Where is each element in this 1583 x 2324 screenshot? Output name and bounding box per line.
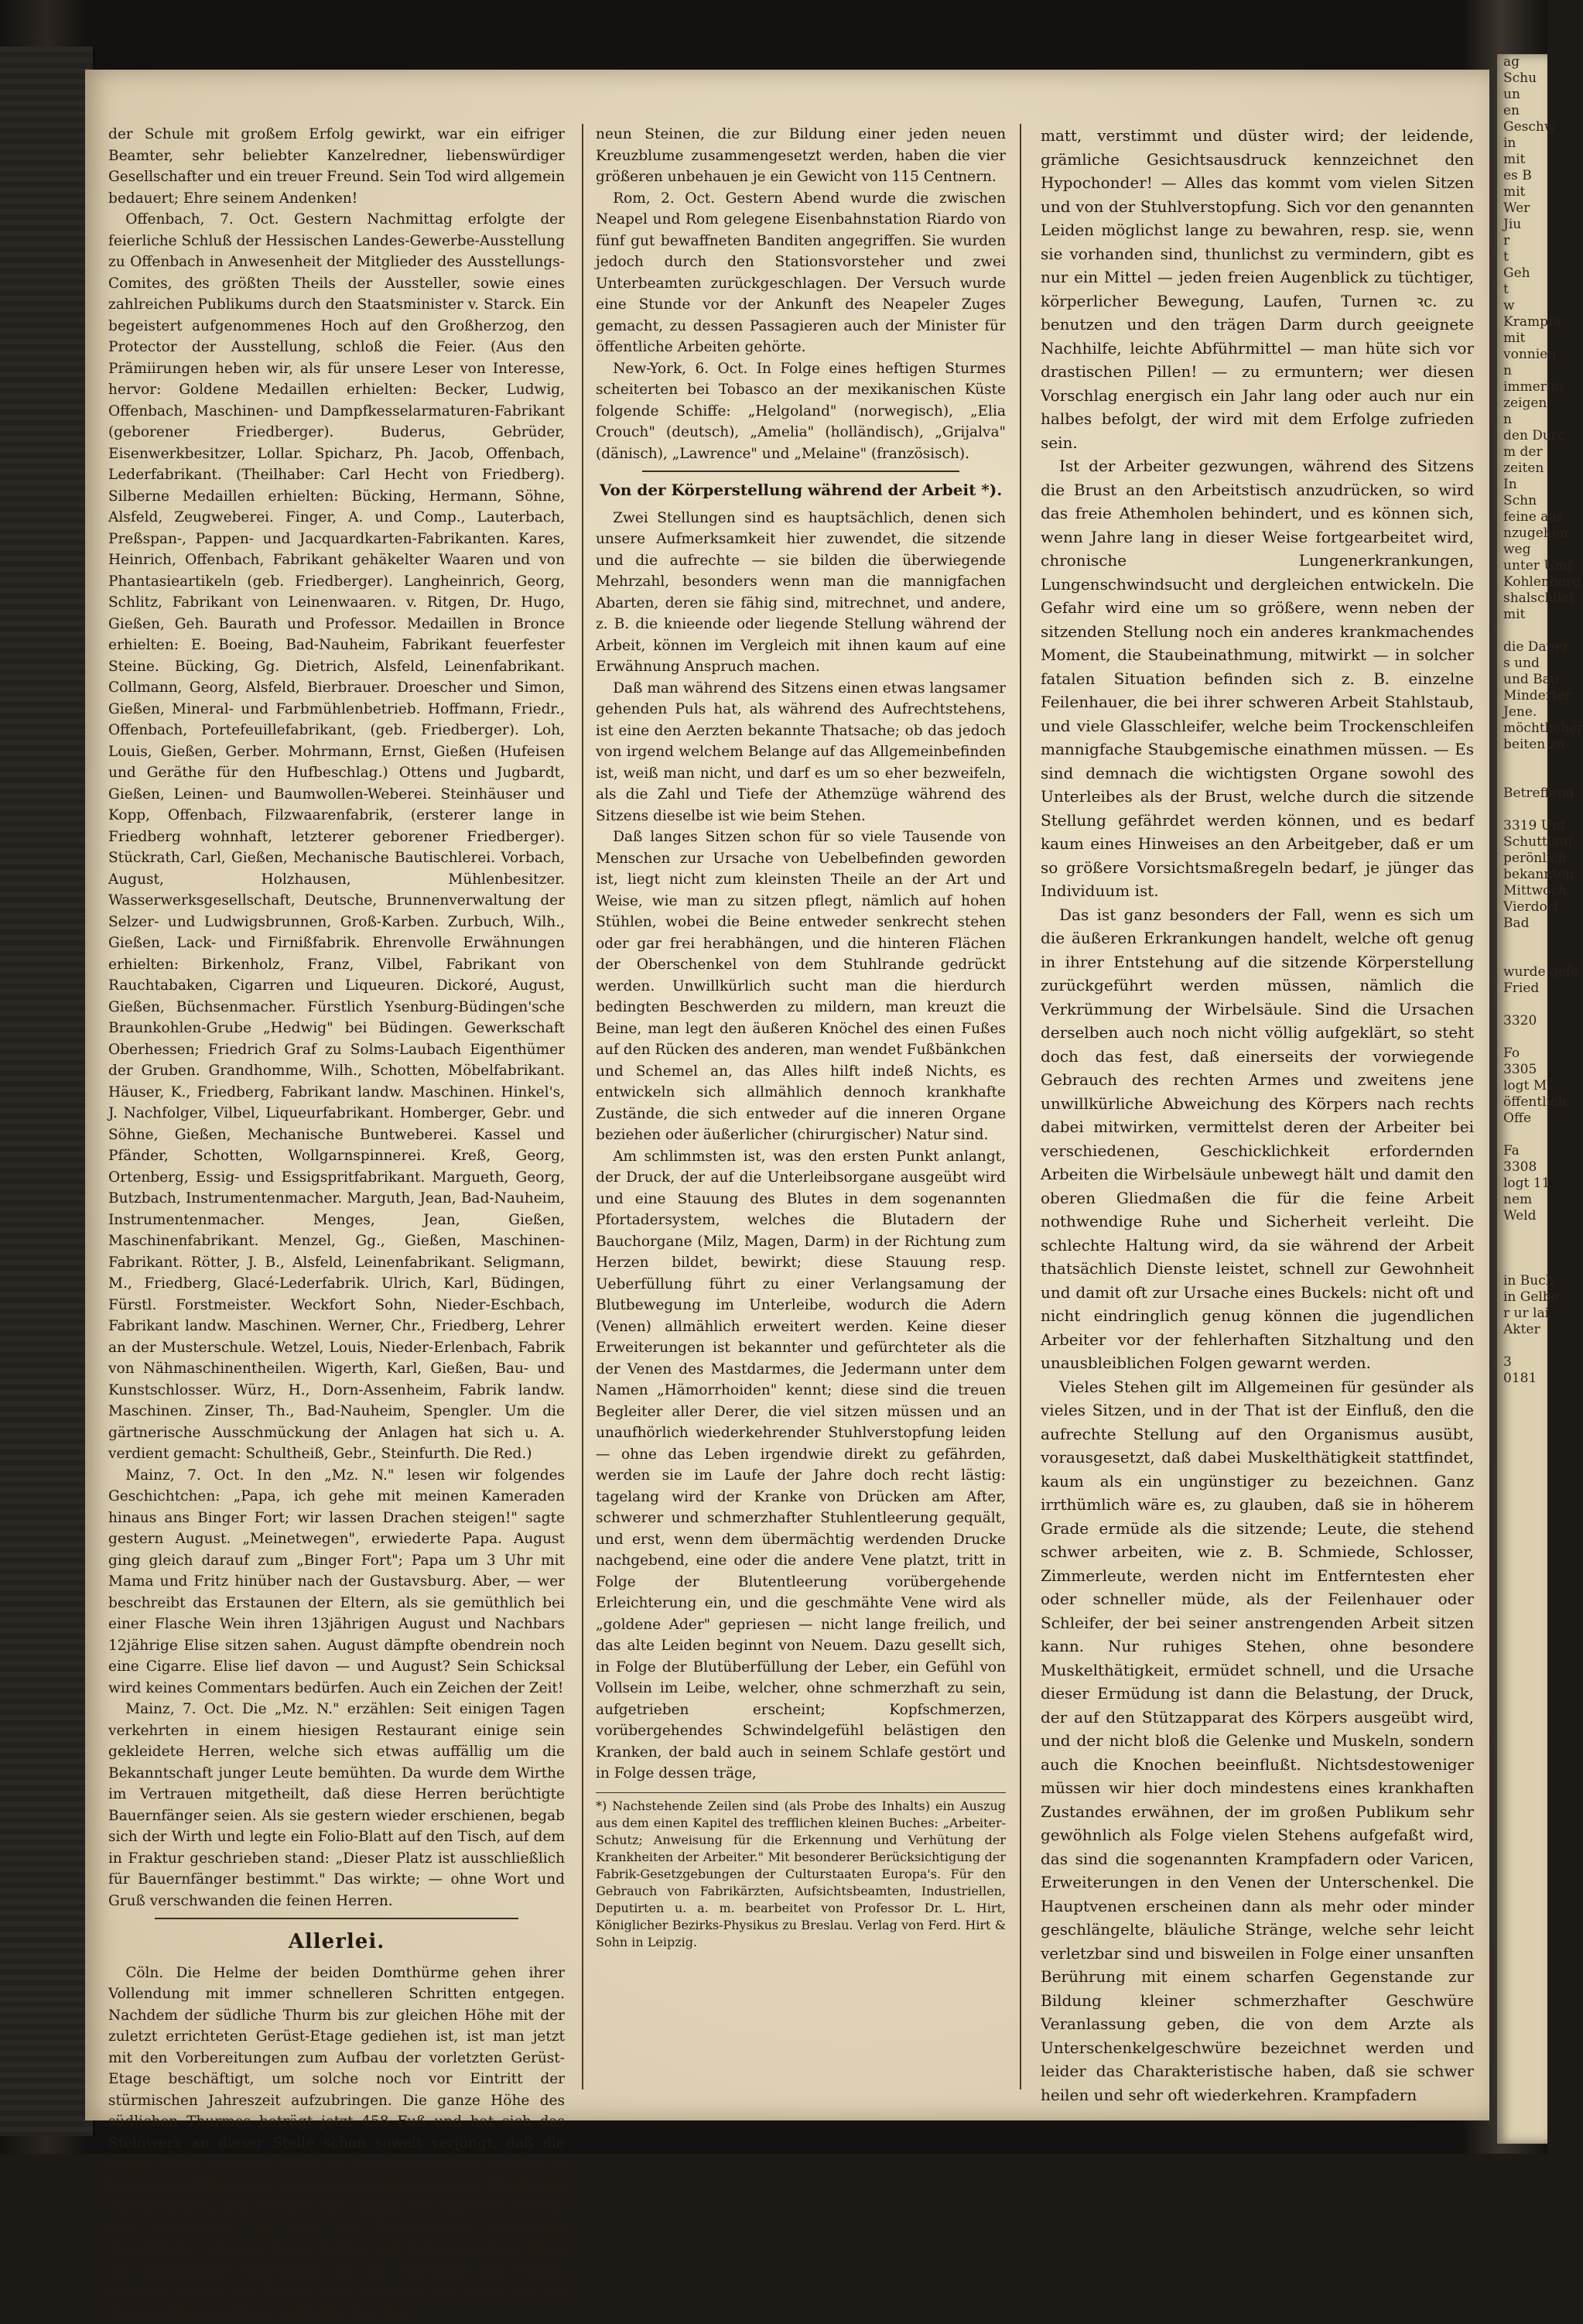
article-heading: Von der Körperstellung während der Arbeit *). [596, 480, 1006, 501]
newspaper-page [85, 70, 1489, 2120]
article-paragraph: der Schule mit großem Erfolg gewirkt, war ein eifriger Beamter, sehr beliebter Kanzelredner, liebenswürdiger Gesellschafter und ein treuer Freund. Sein Tod wird allgemein bedauert; Ehre seinem Andenken! [108, 124, 565, 209]
footnote: *) Nachstehende Zeilen sind (als Probe des Inhalts) ein Auszug aus dem einen Kapitel des trefflichen kleinen Buches: „Arbeiter-Schutz; Anweisung für die Erkennung und Verhütung der Krankheiten der Arbeiter." Mit besonderer Berücksichtigung der Fabrik-Gesetzgebungen der Culturstaaten Europa's. Für den Gebrauch von Fabrikärzten, Aufsichtsbeamten, Industriellen, Deputirten u. a. m. bearbeitet von Professor Dr. L. Hirt, Königlicher Bezirks-Physikus zu Breslau. Verlag von Ferd. Hirt & Sohn in Leipzig. [596, 1792, 1006, 1951]
separator [642, 471, 959, 472]
book-spine [0, 46, 95, 2136]
article-paragraph: Cöln. Die Helme der beiden Domthürme gehen ihrer Vollendung mit immer schnelleren Schritten entgegen. Nachdem der südliche Thurm bis zur gleichen Höhe mit der zuletzt errichteten Gerüst-Etage gediehen ist, ist man jetzt mit den Vorbereitungen zum Aufbau der vorletzten Gerüst-Etage beschäftigt, um solche noch vor Eintritt der stürmischen Jahreszeit aufzubringen. Die ganze Höhe des südlichen Thurmes beträgt jetzt 458 Fuß und hat sich das Steinwerk an dieser Stelle schon soweit verjüngt, daß die innere Weite nur noch 1 Fuß im Durchmesser hat, welches so lange auszuführen ist, um einen riesigen eisernen Mastbaum durchzulassen, um welchen sich später die einzelnen Stücke der mächtigen, 18 Fuß im Durchmesser haltenden Kreuzblume anlegen, deren Größe und Schwere schon allein die Vollständige Renovirung an der Nordseite des Domes bedingt, welche die Brücke zum Aufladen der Steine auf die Transportwagen trägt, bedingte. Von den [108, 1963, 565, 2324]
article-paragraph: New-York, 6. Oct. In Folge eines heftigen Sturmes scheiterten bei Tobasco an der mexikanischen Küste folgende Schiffe: „Helgoland" (norwegisch), „Elia Crouch" (deutsch), „Amelia" (holländisch), „Grijalva" (dänisch), „Lawrence" und „Melaine" (französisch). [596, 358, 1006, 465]
article-paragraph: Mainz, 7. Oct. In den „Mz. N." lesen wir folgendes Geschichtchen: „Papa, ich gehe mit meinen Kameraden hinaus ans Binger Fort; wir lassen Drachen steigen!" sagte gestern August. „Meinetwegen", erwiederte Papa. August ging gleich darauf zum „Binger Fort"; Papa um 3 Uhr mit Mama und Fritz hinüber nach der Gustavsburg. Aber, — wer beschreibt das Erstaunen der Eltern, als sie gemüthlich bei einer Flasche Wein ihren 13jährigen August und Nachbars 12jährige Elise sitzen sahen. August dämpfte obendrein noch eine Cigarre. Elise lief davon — und August? Sein Schicksal wird keines Commentars bedürfen. Auch ein Zeichen der Zeit! [108, 1465, 565, 1699]
column-2 [596, 124, 1006, 2090]
article-paragraph: Daß langes Sitzen schon für so viele Tausende von Menschen zur Ursache von Uebelbefinden geworden ist, liegt nicht zum kleinsten Theile an der Art und Weise, wie man zu sitzen pflegt, nämlich auf hohen Stühlen, wobei die Beine entweder senkrecht stehen oder gar frei herabhängen, und die hinteren Flächen der Oberschenkel von dem Stuhlrande gedrückt werden. Unwillkürlich sucht man die hierdurch bedingten Beschwerden zu mildern, man kreuzt die Beine, man legt den äußeren Knöchel des einen Fußes auf den Rücken des anderen, man wendet Fußbänkchen und Schemel an, das Alles hilft indeß Nichts, es entwickeln sich allmählich dennoch krankhafte Zustände, die sich entweder auf die inneren Organe beziehen oder äußerlicher (chirurgischer) Natur sind. [596, 827, 1006, 1146]
column-rule-2 [1020, 124, 1021, 2090]
article-paragraph: Rom, 2. Oct. Gestern Abend wurde die zwischen Neapel und Rom gelegene Eisenbahnstation Riardo von fünf gut bewaffneten Banditen angegriffen. Sie wurden jedoch durch den Stationsvorsteher und zwei Unterbeamten zurückgeschlagen. Der Versuch wurde eine Stunde vor der Ankunft des Neapeler Zuges gemacht, zu dessen Passagieren auch der Minister für öffentliche Arbeiten gehörte. [596, 188, 1006, 358]
article-paragraph: matt, verstimmt und düster wird; der leidende, grämliche Gesichtsausdruck kennzeichnet den Hypochonder! — Alles das kommt vom vielen Sitzen und von der Stuhlverstopfung. Sich vor den genannten Leiden möglichst lange zu bewahren, resp. sie, wenn sie vorhanden sind, thunlichst zu vermindern, gibt es nur ein Mittel — jeden freien Augenblick zu tüchtiger, körperlicher Bewegung, Laufen, Turnen ꝛc. zu benutzen und den trägen Darm durch geeignete Nachhilfe, leichte Abführmittel — man hüte sich vor drastischen Pillen! — zu ermuntern; wer diesen Vorschlag energisch ein Jahr lang oder auch nur ein halbes befolgt, der wird mit dem Erfolge zufrieden sein. [1041, 124, 1474, 454]
article-paragraph: Das ist ganz besonders der Fall, wenn es sich um die äußeren Erkrankungen handelt, welche oft genug in ihrer Entstehung auf die sitzende Körperstellung zurückgeführt werden müssen, nämlich die Verkrümmung der Wirbelsäule. Sind die Ursachen derselben auch noch nicht völlig aufgeklärt, so steht doch das fest, daß einerseits der vorwiegende Gebrauch des rechten Armes und zweitens jene unwillkürliche Abweichung des Körpers nach rechts dabei mitwirken, vermittelst deren der Arbeiter bei verschiedenen, Geschicklichkeit erfordernden Arbeiten die Wirbelsäule unbewegt hält und damit den oberen Gliedmaßen die für die feine Arbeit nothwendige Ruhe und Sicherheit verleiht. Die schlechte Haltung wird, da sie während der Arbeit thatsächlich Dienste leistet, schnell zur Gewohnheit und damit oft zur Ursache eines Buckels: nicht oft und nicht eindringlich genug können die jugendlichen Arbeiter vor der fehlerhaften Sitzhaltung und den unausbleiblichen Folgen gewarnt werden. [1041, 903, 1474, 1375]
article-paragraph: Zwei Stellungen sind es hauptsächlich, denen sich unsere Aufmerksamkeit hier zuwendet, die sitzende und die aufrechte — sie bilden die überwiegende Mehrzahl, besonders wenn man die mannigfachen Abarten, deren sie fähig sind, mitrechnet, und andere, z. B. die knieende oder liegende Stellung während der Arbeit, können im Vergleich mit ihnen kaum auf eine Erwähnung Anspruch machen. [596, 508, 1006, 678]
column-1 [108, 124, 565, 2090]
article-paragraph: Mainz, 7. Oct. Die „Mz. N." erzählen: Seit einigen Tagen verkehrten in einem hiesigen Restaurant einige sein gekleidete Herren, welche sich etwas auffällig um die Bekanntschaft junger Leute bemühten. Da wurde dem Wirthe im Vertrauen mitgetheilt, daß diese Herren berüchtigte Bauernfänger seien. Als sie gestern wieder erschienen, begab sich der Wirth und legte ein Folio-Blatt auf den Tisch, auf dem in Fraktur geschrieben stand: „Dieser Platz ist ausschließlich für Bauernfänger bestimmt." Das wirkte; — ohne Wort und Gruß verschwanden die feinen Herren. [108, 1699, 565, 1912]
adjacent-page-text: ag Schu un en Geschw in mit es B mit Wer Jiu r t Geh t w Krampfa mit vonnien n immerlin zeigen n den Durc m der zeiten In Schn feine aus nzugehen weg unter Umf Kohlenberg shalschliel mit die Dauer s und und Bau Minderter Jene. möchtlicher beiten zu Betreffend 3319 Unt Schuttlauf perönlich bekannten Mittwoch Vierdorf Bad wurde gefe Fried 3320 Fo 3305 logt M öffentlich Offe Fa 3308 logt 11 nem Weld in Buch in Gelbe r ur lai Akter 3 0181 [1497, 54, 1547, 2144]
separator [155, 1918, 518, 1919]
article-paragraph: Daß man während des Sitzens einen etwas langsamer gehenden Puls hat, als während des Aufrechtstehens, ist eine den Aerzten bekannte Thatsache; ob das jedoch von irgend welchem Belange auf das Allgemeinbefinden ist, weiß man nicht, und darf es um so eher bezweifeln, als die Zahl und Tiefe der Athemzüge während des Sitzens dieselbe ist wie beim Stehen. [596, 678, 1006, 827]
section-heading-allerlei: Allerlei. [108, 1932, 565, 1953]
article-paragraph: neun Steinen, die zur Bildung einer jeden neuen Kreuzblume zusammengesetzt werden, haben die vier größeren unbehauen je ein Gewicht von 115 Centnern. [596, 124, 1006, 188]
column-rule-1 [582, 124, 583, 2090]
article-paragraph: Am schlimmsten ist, was den ersten Punkt anlangt, der Druck, der auf die Unterleibsorgane ausgeübt wird und eine Stauung des Blutes in dem sogenannten Pfortadersystem, welches die Blutadern der Bauchorgane (Milz, Magen, Darm) in der Richtung zum Herzen bildet, bewirkt; diese Stauung resp. Ueberfüllung führt zu einer Verlangsamung der Blutbewegung im Unterleibe, wodurch die Adern (Venen) allmählich erweitert werden. Keine dieser Erweiterungen ist bekannter und gefürchteter als die der Venen des Mastdarmes, die Jedermann unter dem Namen „Hämorrhoiden" kennt; diese sind die treuen Begleiter aller Derer, die viel sitzen müssen und an unaufhörlich wiederkehrender Stuhlverstopfung leiden — ohne das Leben irgendwie direkt zu gefährden, werden sie im Laufe der Jahre doch recht lästig: tagelang wird der Kranke von Drücken am After, schwerer und schmerzhafter Stuhlentleerung gequält, und erst, wenn dem übermächtig werdenden Drucke nachgebend, eine oder die andere Vene platzt, tritt in Folge der Blutentleerung vorübergehende Erleichterung ein, und die geschmähte Vene wird als „goldene Ader" gepriesen — nicht lange freilich, und das alte Leiden beginnt von Neuem. Dazu gesellt sich, in Folge der Blutüberfüllung der Leber, ein Gefühl von Vollsein im Leibe, welcher, ohne schmerzhaft zu sein, aufgetrieben erscheint; Kopfschmerzen, vorübergehendes Schwindelgefühl belästigen den Kranken, der bald auch in seinem Schlafe gestört und in Folge dessen träge, [596, 1146, 1006, 1785]
article-paragraph: Vieles Stehen gilt im Allgemeinen für gesünder als vieles Sitzen, und in der That ist der Einfluß, den die aufrechte Stellung auf den Organismus ausübt, vorausgesetzt, daß dabei Muskelthätigkeit stattfindet, kaum als ein ungünstiger zu bezeichnen. Ganz irrthümlich wäre es, zu glauben, daß sie in höherem Grade ermüde als die sitzende; Leute, die stehend schwer arbeiten, wie z. B. Schmiede, Schlosser, Zimmerleute, werden nicht im Entferntesten eher oder schneller müde, als der Feilenhauer oder Schleifer, der bei seiner anstrengenden Arbeit sitzen kann. Nur ruhiges Stehen, ohne besondere Muskelthätigkeit, ermüdet schnell, und die Ursache dieser Ermüdung ist dann die Belastung, der Druck, der auf den Stützapparat des Körpers ausgeübt wird, und der nicht bloß die Gelenke und Muskeln, sondern auch die Knochen beeinflußt. Nichtsdestoweniger müssen wir hier doch mindestens eines krankhaften Zustandes erwähnen, der im großen Publikum sehr gewöhnlich als Folge vielen Stehens aufgefaßt wird, das sind die sogenannten Krampfadern oder Varicen, Erweiterungen in den Venen der Unterschenkel. Die Hauptvenen erscheinen dann als mehr oder minder geschlängelte, bläuliche Stränge, welche sehr leicht verletzbar sind und bisweilen in Folge einer unsanften Berührung mit einem scharfen Gegenstande zur Bildung kleiner schmerzhafter Geschwüre Veranlassung geben, die von dem Arzte als Unterschenkelgeschwüre bezeichnet werden und leider das Charakteristische haben, daß sie schwer heilen und sehr oft wiederkehren. Krampfadern [1041, 1375, 1474, 2107]
article-paragraph: Ist der Arbeiter gezwungen, während des Sitzens die Brust an den Arbeitstisch anzudrücken, so wird das freie Athemholen behindert, und es können sich, wenn Jahre lang in dieser Weise fortgearbeitet wird, chronische Lungenerkrankungen, Lungenschwindsucht und dergleichen entwickeln. Die Gefahr wird eine um so größere, wenn neben der sitzenden Stellung noch ein anderes krankmachendes Moment, die Staubeinathmung, mitwirkt — in solcher fatalen Situation befinden sich z. B. einzelne Feilenhauer, die bei ihrer schweren Arbeit Stahlstaub, und viele Glasschleifer, welche beim Trockenschleifen mannigfache Staubgemische einathmen müssen. — Es sind demnach die wichtigsten Organe sowohl des Unterleibes als der Brust, welche durch die sitzende Stellung gefährdet werden können, und es bedarf kaum eines Hinweises an den Arbeitgeber, daß er um so größere Vorsichtsmaßregeln bedarf, je jünger das Individuum ist. [1041, 454, 1474, 903]
column-3 [1041, 124, 1474, 2090]
adjacent-page-edge [1497, 54, 1547, 2144]
article-paragraph: Offenbach, 7. Oct. Gestern Nachmittag erfolgte der feierliche Schluß der Hessischen Landes-Gewerbe-Ausstellung zu Offenbach in Anwesenheit der Mitglieder des Ausstellungs-Comites, des größten Theils der Aussteller, sowie eines zahlreichen Publikums durch den Staatsminister v. Starck. Ein begeistert aufgenommenes Hoch auf den Großherzog, den Protector der Ausstellung, schloß die Feier. (Aus den Prämiirungen heben wir, als für unsere Leser von Interesse, hervor: Goldene Medaillen erhielten: Becker, Ludwig, Offenbach, Maschinen- und Dampfkesselarmaturen-Fabrikant (geborener Friedberger). Buderus, Gebrüder, Eisenwerkbesitzer, Lollar. Spicharz, Ph. Jacob, Offenbach, Lederfabrikant. (Theilhaber: Carl Hecht von Friedberg). Silberne Medaillen erhielten: Bücking, Hermann, Söhne, Alsfeld, Zeugweberei. Finger, A. und Comp., Lauterbach, Preßspan-, Pappen- und Jacquardkarten-Fabrikanten. Kares, Heinrich, Offenbach, Fabrikant gehäkelter Waaren und von Phantasieartikeln (geb. Friedberger). Langheinrich, Georg, Schlitz, Fabrikant von Leinenwaaren. v. Ritgen, Dr. Hugo, Gießen, Geh. Baurath und Professor. Medaillen in Bronce erhielten: E. Boeing, Bad-Nauheim, Fabrikant feuerfester Steine. Bücking, Gg. Dietrich, Alsfeld, Leinenfabrikant. Collmann, Georg, Alsfeld, Bierbrauer. Droescher und Simon, Gießen, Mineral- und Farbmühlenbetrieb. Hoffmann, Friedr., Offenbach, Portefeuillefabrikant, (geb. Friedberger). Loh, Louis, Gießen, Gerber. Mohrmann, Ernst, Gießen (Hufeisen und Geräthe für den Hufbeschlag.) Ottens und Jugbardt, Gießen, Leinen- und Baumwollen-Weberei. Steinhäuser und Kopp, Offenbach, Filzwaarenfabrik, (ersterer lange in Friedberg wohnhaft, letzterer geborener Friedberger). Stückrath, Carl, Gießen, Mechanische Bautischlerei. Vorbach, August, Holzhausen, Mühlenbesitzer. Wasserwerksgesellschaft, Deutsche, Brunnenverwaltung der Selzer- und Ludwigsbrunnen, Groß-Karben. Zurbuch, Wilh., Gießen, Lack- und Firnißfabrik. Ehrenvolle Erwähnungen erhielten: Birkenholz, Franz, Vilbel, Fabrikant von Rauchtabaken, Cigarren und Liqueuren. Dickoré, August, Gießen, Büchsenmacher. Fürstlich Ysenburg-Büdingen'sche Braunkohlen-Grube „Hedwig" bei Büdingen. Gewerkschaft Oberhessen; Friedrich Graf zu Solms-Laubach Eigenthümer der Gruben. Grandhomme, Wilh., Schotten, Möbelfabrikant. Häuser, K., Friedberg, Fabrikant landw. Maschinen. Hinkel's, J. Nachfolger, Vilbel, Liqueurfabrikant. Homberger, Gebr. und Söhne, Gießen, Mechanische Buntweberei. Kassel und Pfänder, Schotten, Wollgarnspinnerei. Kreß, Georg, Ortenberg, Essig- und Essigspritfabrikant. Margueth, Georg, Butzbach, Instrumentenmacher. Marguth, Jean, Bad-Nauheim, Instrumentenmacher. Menges, Jean, Gießen, Maschinenfabrikant. Menzel, Gg., Gießen, Maschinen-Fabrikant. Rötter, J. B., Alsfeld, Leinenfabrikant. Seligmann, M., Friedberg, Glacé-Lederfabrik. Ulrich, Karl, Büdingen, Fürstl. Forstmeister. Weckfort Sohn, Nieder-Eschbach, Fabrikant landw. Maschinen. Werner, Chr., Friedberg, Lehrer an der Musterschule. Wetzel, Louis, Nieder-Erlenbach, Fabrik von Nähmaschinentheilen. Wigerth, Karl, Gießen, Bau- und Kunstschlosser. Würz, H., Dorn-Assenheim, Fabrik landw. Maschinen. Zinser, Th., Bad-Nauheim, Spengler. Um die gärtnerische Ausschmückung der Anlagen hat sich u. A. verdient gemacht: Schultheiß, Gebr., Steinfurth. Die Red.) [108, 209, 565, 1465]
